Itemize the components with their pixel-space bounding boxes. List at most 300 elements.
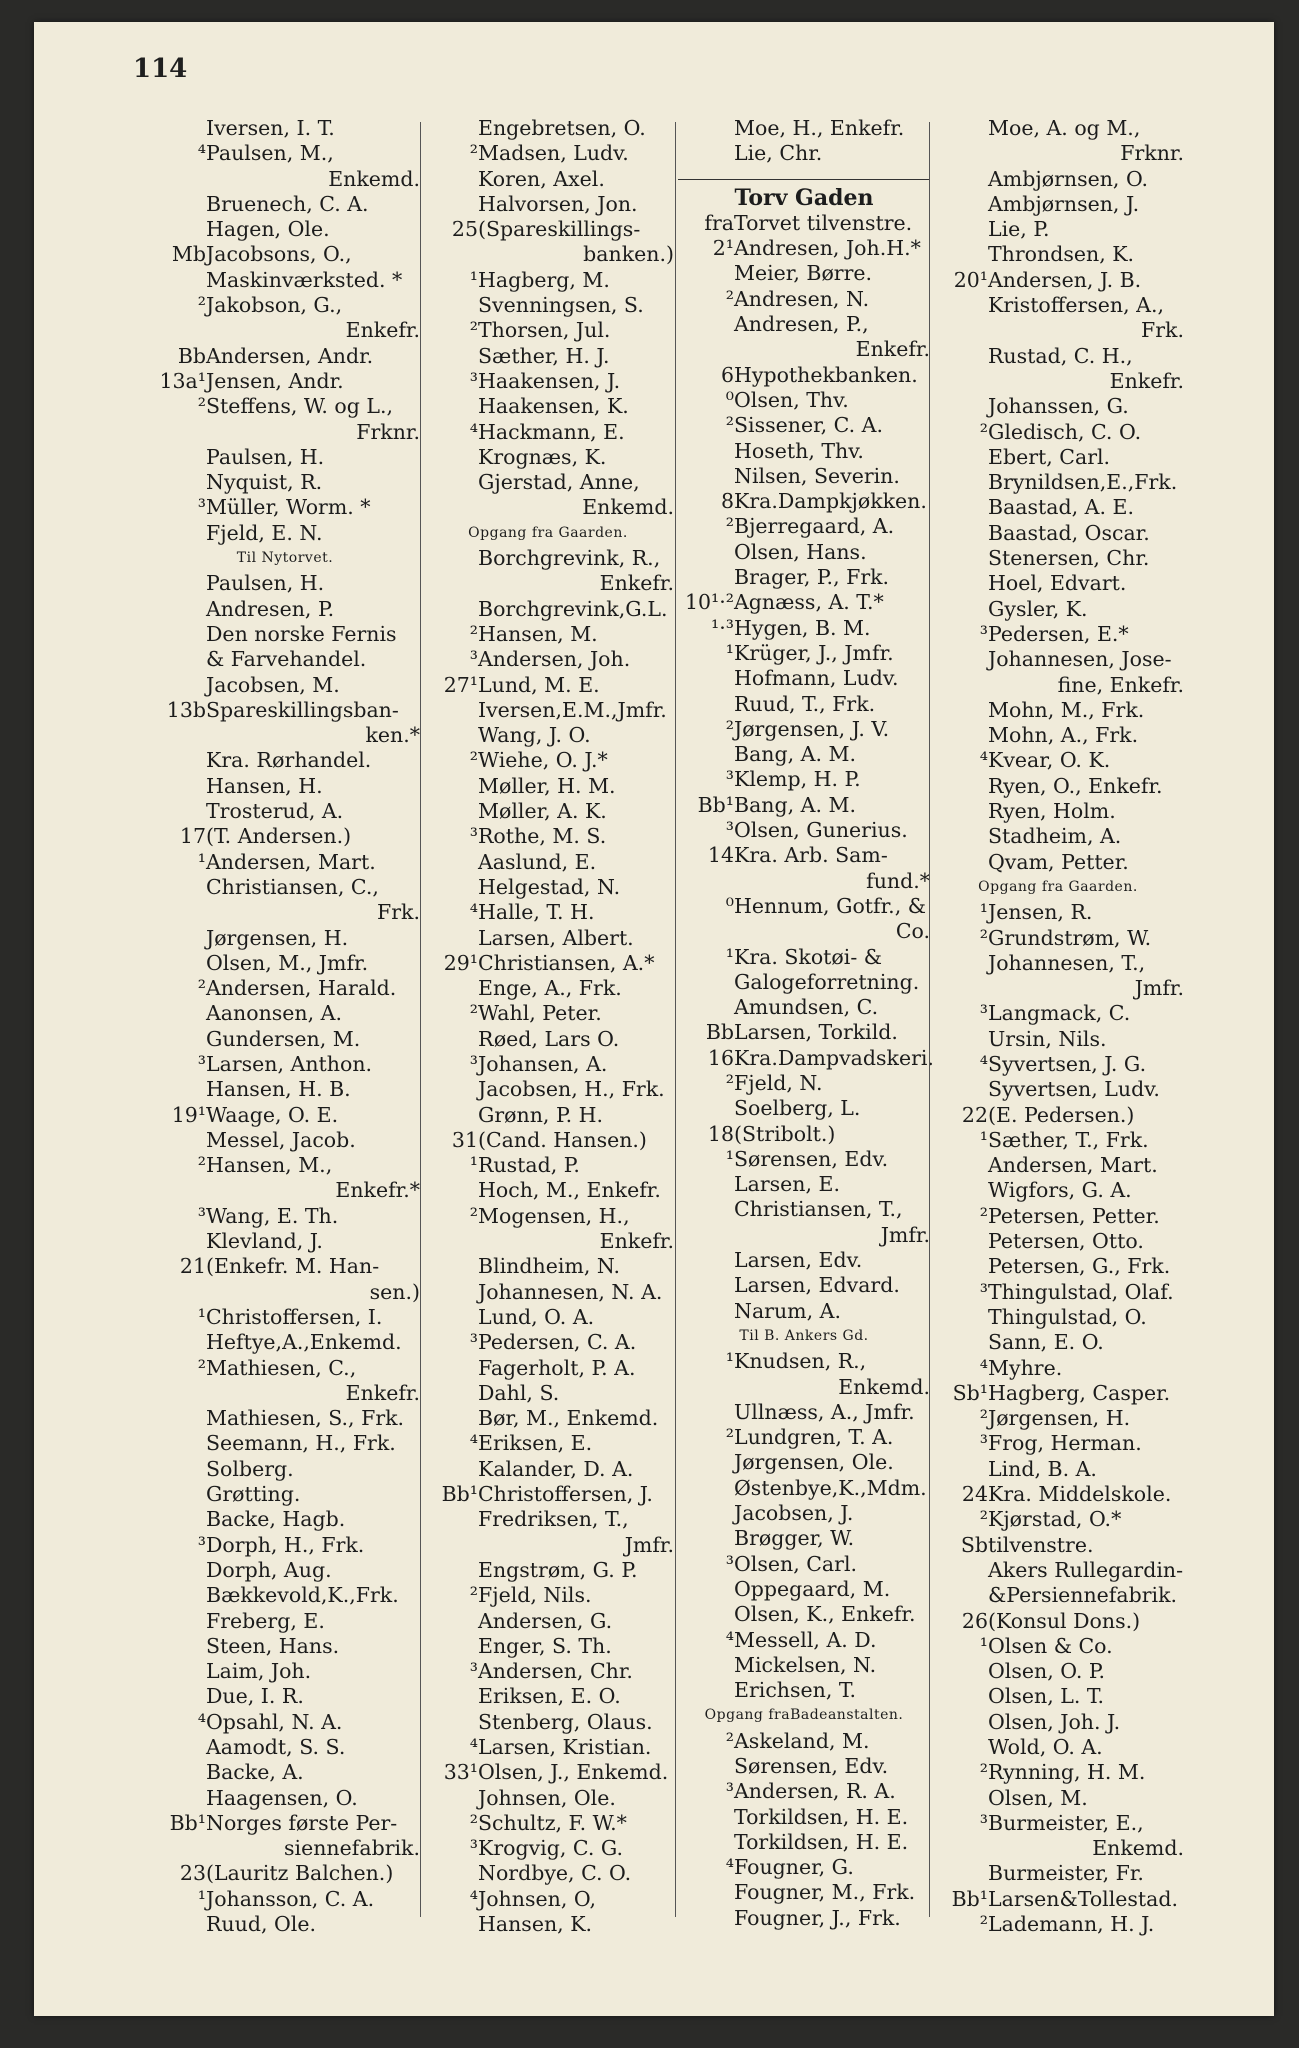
- entry-text: Burmeister, Fr.: [988, 1861, 1144, 1886]
- directory-entry: [422, 242, 674, 267]
- house-marker: ²: [197, 1153, 206, 1178]
- house-marker: ⁴: [469, 1431, 478, 1456]
- entry-text: Wang, J. O.: [478, 723, 591, 748]
- entry-text: Enkefr.*: [335, 1178, 420, 1203]
- directory-entry: [422, 495, 674, 520]
- entry-text: Pedersen, E.*: [988, 621, 1129, 646]
- directory-entry: [422, 1507, 674, 1532]
- directory-entry: [932, 926, 1184, 951]
- house-marker: ⁰: [725, 387, 734, 412]
- entry-text: Ruud, T., Frk.: [734, 691, 876, 716]
- entry-text: Askeland, M.: [734, 1728, 870, 1753]
- directory-entry: [150, 1406, 420, 1431]
- section-note: [678, 1324, 930, 1349]
- house-marker: ²: [725, 514, 734, 539]
- directory-entry: [932, 1533, 1184, 1558]
- entry-text: Andresen, Joh.H.*: [734, 236, 921, 261]
- entry-text: Kra. Rørhandel.: [206, 748, 372, 773]
- directory-entry: [932, 293, 1184, 318]
- house-marker: Bb¹: [441, 1482, 478, 1507]
- section-note: [678, 1703, 930, 1728]
- directory-entry: [150, 1659, 420, 1684]
- directory-entry: [678, 1172, 930, 1197]
- entry-text: Andersen, Joh.: [478, 647, 631, 672]
- house-marker: ²: [469, 748, 478, 773]
- house-marker: ²: [197, 293, 206, 318]
- entry-text: Bjerregaard, A.: [734, 514, 895, 539]
- entry-text: Johnsen, O,: [478, 1886, 596, 1911]
- directory-entry: [678, 141, 930, 166]
- entry-text: fund.*: [866, 868, 930, 893]
- entry-text: Jmfr.: [1134, 976, 1184, 1001]
- directory-entry: [932, 167, 1184, 192]
- house-marker: ³: [469, 1051, 478, 1076]
- entry-text: Throndsen, K.: [988, 242, 1135, 267]
- directory-entry: [678, 1122, 930, 1147]
- directory-entry: [678, 742, 930, 767]
- entry-text: Olsen, J., Enkemd.: [478, 1760, 669, 1785]
- entry-text: Bang, A. M.: [734, 792, 856, 817]
- entry-text: (Lauritz Balchen.): [206, 1861, 394, 1886]
- entry-text: Rothe, M. S.: [478, 824, 607, 849]
- directory-entry: [932, 1760, 1184, 1785]
- directory-entry: [150, 951, 420, 976]
- house-marker: ²: [469, 1001, 478, 1026]
- directory-entry: [678, 514, 930, 539]
- entry-text: tilvenstre.: [988, 1532, 1094, 1557]
- directory-entry: [422, 647, 674, 672]
- entry-text: Bør, M., Enkemd.: [478, 1406, 659, 1431]
- directory-entry: [150, 1583, 420, 1608]
- directory-entry: [150, 1153, 420, 1178]
- entry-text: Andersen, Chr.: [478, 1659, 633, 1684]
- entry-text: Frknr.: [1120, 141, 1184, 166]
- directory-entry: [422, 1659, 674, 1684]
- entry-text: Enge, A., Frk.: [478, 976, 622, 1001]
- directory-entry: [932, 1912, 1184, 1937]
- entry-text: Ruud, Ole.: [206, 1912, 317, 1937]
- directory-entry: [678, 1223, 930, 1248]
- entry-text: Jørgensen, Ole.: [734, 1450, 894, 1475]
- directory-entry: [150, 926, 420, 951]
- entry-text: Jacobsons, O.,: [206, 242, 352, 267]
- house-marker: ¹: [725, 640, 734, 665]
- house-marker: 24: [961, 1482, 988, 1507]
- directory-entry: [150, 242, 420, 267]
- entry-text: Olsen, Thv.: [734, 387, 849, 412]
- house-marker: ³: [469, 824, 478, 849]
- entry-text: (Enkefr. M. Han-: [206, 1254, 380, 1279]
- house-marker: ²: [979, 1760, 988, 1785]
- entry-text: Frog, Herman.: [988, 1431, 1142, 1456]
- directory-entry: [678, 1375, 930, 1400]
- entry-text: Haakensen, J.: [478, 368, 621, 393]
- directory-entry: [150, 1280, 420, 1305]
- directory-entry: [150, 1330, 420, 1355]
- directory-entry: [678, 869, 930, 894]
- directory-entry: [932, 1229, 1184, 1254]
- house-marker: 26: [961, 1608, 988, 1633]
- directory-entry: [422, 217, 674, 242]
- entry-text: Wigfors, G. A.: [988, 1178, 1132, 1203]
- directory-entry: [932, 394, 1184, 419]
- entry-text: Møller, A. K.: [478, 799, 607, 824]
- directory-entry: [150, 1634, 420, 1659]
- entry-text: Andersen, Andr.: [206, 343, 374, 368]
- entry-text: Larsen, E.: [734, 1172, 841, 1197]
- directory-entry: [932, 1077, 1184, 1102]
- directory-entry: [932, 1356, 1184, 1381]
- directory-entry: [422, 1811, 674, 1836]
- directory-entry: [150, 1609, 420, 1634]
- directory-entry: [150, 1431, 420, 1456]
- entry-text: Hoseth, Thv.: [734, 438, 864, 463]
- directory-entry: [932, 546, 1184, 571]
- directory-entry: [150, 1128, 420, 1153]
- entry-text: Seemann, H., Frk.: [206, 1431, 396, 1456]
- directory-entry: [422, 571, 674, 596]
- directory-entry: [932, 1381, 1184, 1406]
- house-marker: ¹: [979, 1633, 988, 1658]
- directory-entry: [678, 1147, 930, 1172]
- directory-entry: [678, 818, 930, 843]
- house-marker: 27¹: [443, 672, 478, 697]
- directory-entry: [150, 1735, 420, 1760]
- entry-text: Andersen, Mart.: [988, 1153, 1158, 1178]
- directory-entry: [422, 850, 674, 875]
- directory-entry: [678, 565, 930, 590]
- directory-entry: [932, 1786, 1184, 1811]
- directory-entry: [422, 1406, 674, 1431]
- directory-entry: [932, 1103, 1184, 1128]
- entry-text: Bang, A. M.: [734, 742, 856, 767]
- entry-text: Bruenech, C. A.: [206, 191, 369, 216]
- house-marker: 20¹: [953, 267, 988, 292]
- house-marker: ³: [979, 1001, 988, 1026]
- directory-entry: [678, 1880, 930, 1905]
- directory-entry: [150, 1103, 420, 1128]
- entry-text: Frk.: [377, 900, 420, 925]
- entry-text: Kra. Middelskole.: [988, 1482, 1172, 1507]
- directory-entry: [932, 1507, 1184, 1532]
- entry-text: Olsen, M., Jmfr.: [206, 950, 369, 975]
- directory-entry: [678, 767, 930, 792]
- entry-text: Sissener, C. A.: [734, 413, 883, 438]
- entry-text: Enkefr.: [345, 318, 420, 343]
- entry-text: Paulsen, H.: [206, 444, 325, 469]
- directory-entry: [150, 900, 420, 925]
- entry-text: Fougner, M., Frk.: [734, 1880, 916, 1905]
- column-2: [422, 116, 674, 1937]
- entry-text: Grøtting.: [206, 1482, 301, 1507]
- directory-entry: [150, 192, 420, 217]
- directory-entry: [150, 597, 420, 622]
- directory-entry: [932, 1482, 1184, 1507]
- directory-entry: [932, 369, 1184, 394]
- entry-text: Stenersen, Chr.: [988, 546, 1150, 571]
- entry-text: Johanssen, G.: [988, 394, 1129, 419]
- entry-text: Lund, M. E.: [478, 672, 600, 697]
- house-marker: ²: [979, 1507, 988, 1532]
- directory-entry: [422, 420, 674, 445]
- directory-entry: [150, 875, 420, 900]
- directory-entry: [150, 1533, 420, 1558]
- house-marker: ¹: [725, 1146, 734, 1171]
- directory-entry: [150, 495, 420, 520]
- directory-entry: [150, 344, 420, 369]
- house-marker: 18: [707, 1121, 734, 1146]
- entry-text: Erichsen, T.: [734, 1678, 857, 1703]
- directory-entry: [150, 1710, 420, 1735]
- directory-entry: [150, 1178, 420, 1203]
- entry-text: Christiansen, T.,: [734, 1197, 903, 1222]
- entry-text: Kra. Skotøi- &: [734, 944, 883, 969]
- directory-entry: [422, 673, 674, 698]
- directory-entry: [422, 192, 674, 217]
- entry-text: Hansen, M.: [478, 621, 598, 646]
- directory-entry: [422, 1229, 674, 1254]
- entry-text: Den norske Fernis: [206, 621, 397, 646]
- directory-entry: [150, 774, 420, 799]
- entry-text: ken.*: [365, 723, 420, 748]
- entry-text: Johannesen, T.,: [988, 950, 1146, 975]
- entry-text: Hansen, M.,: [206, 1153, 333, 1178]
- house-marker: ³: [979, 1431, 988, 1456]
- entry-text: Rustad, P.: [478, 1153, 580, 1178]
- entry-text: Olsen, O. P.: [988, 1659, 1106, 1684]
- entry-text: Thingulstad, O.: [988, 1304, 1147, 1329]
- entry-text: Andresen, P.: [206, 596, 335, 621]
- house-marker: ¹: [469, 1153, 478, 1178]
- directory-entry: [150, 799, 420, 824]
- directory-entry: [678, 1729, 930, 1754]
- directory-entry: [678, 641, 930, 666]
- entry-text: Østenbye,K.,Mdm.: [734, 1475, 927, 1500]
- entry-text: Frk.: [1141, 318, 1184, 343]
- directory-entry: [422, 900, 674, 925]
- directory-entry: [932, 571, 1184, 596]
- section-note: [932, 875, 1184, 900]
- directory-entry: [932, 318, 1184, 343]
- house-marker: ¹: [725, 944, 734, 969]
- directory-entry: [150, 673, 420, 698]
- directory-entry: [678, 1273, 930, 1298]
- directory-entry: [422, 1305, 674, 1330]
- entry-text: Krüger, J., Jmfr.: [734, 640, 894, 665]
- directory-entry: [678, 261, 930, 286]
- house-marker: 25: [451, 217, 478, 242]
- entry-text: Ebert, Carl.: [988, 444, 1111, 469]
- directory-entry: [932, 976, 1184, 1001]
- entry-text: Solberg.: [206, 1456, 294, 1481]
- directory-entry: [678, 945, 930, 970]
- directory-entry: [932, 1128, 1184, 1153]
- directory-entry: [150, 1204, 420, 1229]
- entry-text: Backe, A.: [206, 1760, 304, 1785]
- directory-entry: [678, 116, 930, 141]
- house-marker: ²: [979, 1912, 988, 1937]
- entry-text: Galogeforretning.: [734, 969, 920, 994]
- directory-entry: [150, 1001, 420, 1026]
- entry-text: Paulsen, M.,: [206, 141, 334, 166]
- directory-entry: [422, 1634, 674, 1659]
- section-rule: [678, 167, 930, 180]
- house-marker: ²: [469, 1810, 478, 1835]
- entry-text: Lind, B. A.: [988, 1456, 1097, 1481]
- entry-text: Enkefr.: [855, 337, 930, 362]
- entry-text: Enkefr.: [1109, 368, 1184, 393]
- house-marker: 14: [707, 843, 734, 868]
- entry-text: Petersen, Otto.: [988, 1229, 1144, 1254]
- entry-text: Steffens, W. og L.,: [206, 394, 394, 419]
- section-note: [422, 521, 674, 546]
- entry-text: Fjeld, N.: [734, 1070, 823, 1095]
- entry-text: Dorph, H., Frk.: [206, 1532, 365, 1557]
- entry-text: Opgang fra Gaarden.: [978, 878, 1138, 895]
- directory-entry: [422, 394, 674, 419]
- entry-text: Haagensen, O.: [206, 1785, 358, 1810]
- entry-text: Hagen, Ole.: [206, 217, 330, 242]
- directory-entry: [678, 1197, 930, 1222]
- entry-text: Larsen, Torkild.: [734, 1020, 898, 1045]
- directory-entry: [422, 268, 674, 293]
- house-marker: ³: [469, 368, 478, 393]
- directory-entry: [678, 337, 930, 362]
- entry-text: Mickelsen, N.: [734, 1652, 877, 1677]
- entry-text: Jmfr.: [624, 1532, 674, 1557]
- entry-text: Sann, E. O.: [988, 1330, 1104, 1355]
- house-marker: 31: [451, 1127, 478, 1152]
- entry-text: Lie, P.: [988, 217, 1050, 242]
- house-marker: ⁴: [469, 419, 478, 444]
- directory-entry: [678, 1805, 930, 1830]
- directory-entry: [422, 622, 674, 647]
- house-marker: ⁴: [979, 748, 988, 773]
- entry-text: Iversen, I. T.: [206, 116, 335, 140]
- house-marker: 29¹: [443, 950, 478, 975]
- house-marker: ²: [469, 318, 478, 343]
- directory-entry: [932, 1001, 1184, 1026]
- directory-entry: [932, 1457, 1184, 1482]
- directory-entry: [932, 1583, 1184, 1608]
- house-marker: ²: [979, 925, 988, 950]
- entry-text: Jakobson, G.,: [206, 293, 343, 318]
- entry-text: Nyquist, R.: [206, 470, 323, 495]
- directory-entry: [678, 616, 930, 641]
- entry-text: (Stribolt.): [734, 1121, 836, 1146]
- house-marker: Sb: [960, 1532, 988, 1557]
- entry-text: (Spareskillings-: [478, 217, 641, 242]
- directory-entry: [932, 268, 1184, 293]
- house-marker: ⁴: [469, 1886, 478, 1911]
- entry-text: Klevland, J.: [206, 1229, 323, 1254]
- entry-text: Sørensen, Edv.: [734, 1754, 889, 1778]
- directory-entry: [932, 622, 1184, 647]
- entry-text: Narum, A.: [734, 1298, 841, 1323]
- directory-entry: [678, 590, 930, 615]
- entry-text: Kvear, O. K.: [988, 748, 1111, 773]
- entry-text: Ursin, Nils.: [988, 1026, 1107, 1051]
- house-marker: ¹: [979, 900, 988, 925]
- entry-text: Paulsen, H.: [206, 571, 325, 596]
- directory-entry: [678, 717, 930, 742]
- entry-text: Jmfr.: [880, 1222, 930, 1247]
- entry-text: Engstrøm, G. P.: [478, 1557, 638, 1582]
- house-marker: ²: [979, 1203, 988, 1228]
- entry-text: Johannesen, N. A.: [478, 1279, 663, 1304]
- entry-text: Olsen, K., Enkefr.: [734, 1602, 916, 1627]
- directory-entry: [678, 1071, 930, 1096]
- directory-entry: [422, 799, 674, 824]
- entry-text: Mohn, A., Frk.: [988, 723, 1139, 748]
- entry-text: banken.): [583, 242, 674, 267]
- entry-text: Fredriksen, T.,: [478, 1507, 629, 1532]
- directory-entry: [678, 843, 930, 868]
- entry-text: Svenningsen, S.: [478, 293, 644, 318]
- entry-text: Larsen, Edvard.: [734, 1273, 900, 1298]
- entry-text: (Konsul Dons.): [988, 1608, 1141, 1633]
- directory-entry: [150, 1861, 420, 1886]
- directory-entry: [150, 268, 420, 293]
- directory-entry: [422, 1178, 674, 1203]
- directory-entry: [932, 1735, 1184, 1760]
- house-marker: ¹: [197, 849, 206, 874]
- entry-text: Pedersen, C. A.: [478, 1330, 637, 1355]
- directory-entry: [422, 1457, 674, 1482]
- entry-text: siennefabrik.: [284, 1836, 420, 1861]
- directory-entry: [422, 748, 674, 773]
- directory-entry: [678, 287, 930, 312]
- directory-entry: [422, 1684, 674, 1709]
- directory-entry: [932, 116, 1184, 141]
- entry-text: Lie, Chr.: [734, 141, 823, 166]
- entry-text: Brager, P., Frk.: [734, 565, 890, 590]
- house-marker: 6: [720, 362, 734, 387]
- directory-entry: [422, 318, 674, 343]
- entry-text: Messell, A. D.: [734, 1627, 877, 1652]
- house-marker: ²: [197, 394, 206, 419]
- directory-entry: [422, 976, 674, 1001]
- directory-entry: [422, 141, 674, 166]
- house-marker: ²: [979, 419, 988, 444]
- directory-entry: [932, 1178, 1184, 1203]
- directory-entry: [678, 363, 930, 388]
- section-note: [150, 546, 420, 571]
- directory-entry: [150, 571, 420, 596]
- entry-text: Qvam, Petter.: [988, 849, 1129, 874]
- directory-entry: [678, 1779, 930, 1804]
- directory-entry: [150, 394, 420, 419]
- entry-text: Bækkevold,K.,Frk.: [206, 1583, 399, 1608]
- house-marker: 10¹·²: [684, 590, 734, 615]
- directory-entry: [678, 793, 930, 818]
- directory-entry: [422, 1001, 674, 1026]
- entry-text: Enkemd.: [838, 1374, 930, 1399]
- entry-text: Andersen, Mart.: [206, 849, 376, 874]
- column-divider: [420, 122, 421, 1917]
- directory-entry: [932, 799, 1184, 824]
- entry-text: Til B. Ankers Gd.: [739, 1327, 869, 1344]
- directory-entry: [422, 1558, 674, 1583]
- directory-entry: [150, 748, 420, 773]
- directory-entry: [150, 1027, 420, 1052]
- entry-text: Madsen, Ludv.: [478, 141, 629, 166]
- directory-entry: [932, 1204, 1184, 1229]
- directory-entry: [150, 521, 420, 546]
- house-marker: ³: [725, 1779, 734, 1804]
- house-marker: 8: [720, 489, 734, 514]
- directory-entry: [932, 951, 1184, 976]
